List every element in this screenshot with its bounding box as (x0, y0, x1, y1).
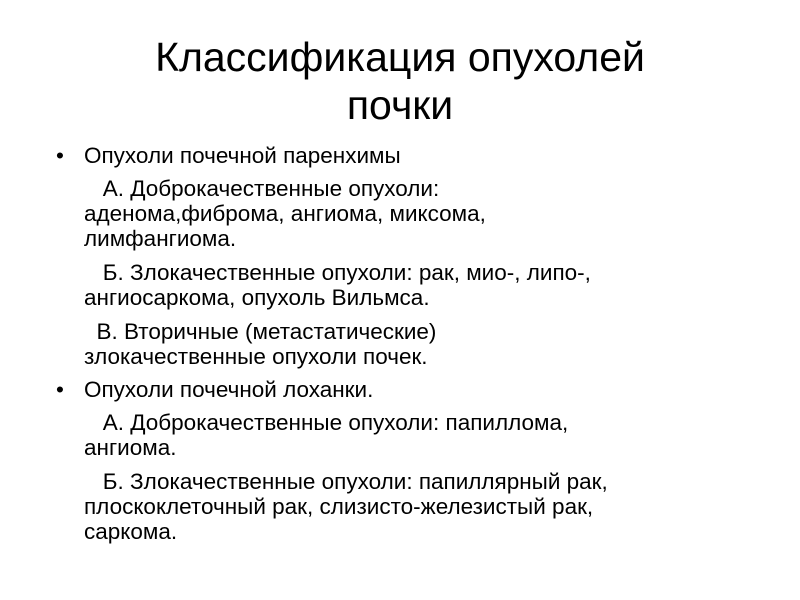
item-line: А. Доброкачественные опухоли: (84, 176, 440, 201)
slide-content (56, 143, 776, 544)
section-heading-text: Опухоли почечной паренхимы (84, 143, 401, 168)
list-item (56, 469, 776, 544)
item-line: лимфангиома. (84, 226, 237, 251)
item-line: А. Доброкачественные опухоли: папиллома, (84, 410, 569, 435)
list-item (56, 410, 776, 460)
item-line: злокачественные опухоли почек. (84, 344, 428, 369)
list-item (56, 260, 776, 310)
list-item (56, 319, 776, 369)
section-heading-parenchyma (56, 143, 776, 168)
list-item (56, 176, 776, 251)
section-heading-text: Опухоли почечной лоханки. (84, 377, 374, 402)
title-line-1: Классификация опухолей (155, 34, 645, 80)
item-line: В. Вторичные (метастатические) (84, 319, 437, 344)
item-line: плоскоклеточный рак, слизисто-железистый рак, (84, 494, 594, 519)
slide-title (60, 33, 740, 129)
item-line: ангиома. (84, 435, 177, 460)
item-line: Б. Злокачественные опухоли: папиллярный рак, (84, 469, 608, 494)
item-line: Б. Злокачественные опухоли: рак, мио-, липо-, (84, 260, 591, 285)
item-line: аденома,фиброма, ангиома, миксома, (84, 201, 486, 226)
section-heading-pelvis (56, 377, 776, 402)
item-line: ангиосаркома, опухоль Вильмса. (84, 285, 430, 310)
item-line: саркома. (84, 519, 178, 544)
bullet-icon: • (56, 377, 64, 402)
bullet-icon: • (56, 143, 64, 168)
title-line-2: почки (346, 82, 454, 128)
